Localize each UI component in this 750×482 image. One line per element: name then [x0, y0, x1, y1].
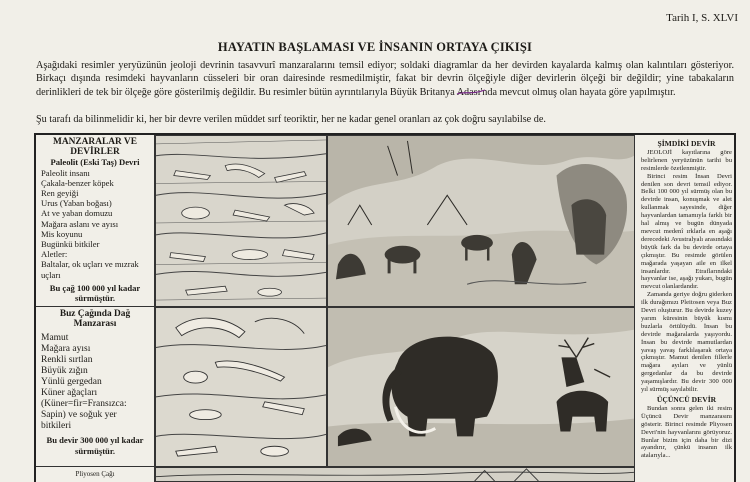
landscape-ice-age	[327, 307, 635, 467]
list-item: Mağara ayısı	[41, 344, 91, 355]
pliocene-strip-illustration	[156, 468, 634, 481]
list-item: Yünlü gergedan	[41, 377, 102, 388]
paleolithic-scene-illustration	[328, 136, 634, 306]
legend-heading: MANZARALAR VE DEVİRLER	[53, 137, 137, 158]
section-text: Bundan sonra gelen iki resim Üçüncü Devir manzarasını gösterir. Birinci resimde Pliyosen Devri'nin hayvanlarını görüyoruz. Bunlar bizim için daha bir dizi ayandırır, çünkü insanın ilk atalarıyla...	[641, 404, 732, 460]
list-item: Büyük zığın	[41, 366, 88, 377]
pen-mark-icon	[456, 88, 486, 96]
mammoth-scene-illustration	[328, 308, 634, 466]
legend-subheading: Paleolit (Eski Taş) Devri	[50, 157, 140, 168]
legend-paleolithic	[36, 135, 154, 307]
intro-paragraph: Aşağıdaki resimler yeryüzünün jeoloji devrinin tasavvurî manzaralarını temsil ediyor; soldaki diagramlar da her devirden kayalarda kalmış olan kalıntıları gösteriyor. Birkaçı dışında resimdeki hayvanların cüsseleri bir oran dairesinde resmedilmiştir, fakat bir devrin ölçeğiyle diğer devirlerin ölçeği bir değildir; yine tabakaların derinlikleri de tek bir ölçeğe göre gösterilmiş değildir. Bu resimler bütün ayrıntılarıyla Büyük Britanya Adası'nda mevcut olmuş olan hayata göre yapılmıştır.	[36, 60, 734, 98]
landscape-paleolithic	[327, 135, 635, 307]
legend-pliocene	[36, 467, 154, 482]
section-text: Zamanda geriye doğru giderken ilk durağımızı Pleitosen veya Buz Devri oluşturur. Bu devirde kuzey yarım küresinin büyük kısmı buzlarla örtülüydü. İnsan bu devirde mağaralarda yaşıyordu. İnsan bu devirde mamutlardan yavaş yavaş farklılaşarak ortaya çıkmıştır. Mamut denilen fillerle mağara ayıları ve yünlü gergedanlar da bu devirde yaşamışlardır. Bu devir 300 000 yıl sürmüş sayılabilir.	[641, 291, 732, 394]
list-item: Küner ağaçları (Küner=fir=Fransızca: Sapin) ve soğuk yer bitkileri	[41, 388, 127, 432]
right-text-column	[637, 135, 736, 482]
legend-list	[41, 333, 149, 432]
legend-list	[41, 168, 149, 280]
note-paragraph: Şu tarafı da bilinmelidir ki, her bir devre verilen müddet sırf teoriktir, her ne kadar genel oranları az çok doğru sayılabilse de.	[36, 114, 546, 125]
section-text: JEOLOJİ kayıtlarına göre belirlenen yeryüzünün tarihi bu resimlerde özetlenmiştir.	[641, 148, 732, 172]
list-item: Baltalar, ok uçları ve mızrak uçları	[41, 259, 139, 280]
list-item: Mağara aslanı ve ayısı	[41, 218, 119, 229]
list-item: Mamut	[41, 333, 69, 344]
page-reference: Tarih I, S. XLVI	[666, 12, 738, 24]
legend-ice-age	[36, 307, 154, 467]
list-item: Renkli sırtlan	[41, 355, 93, 366]
list-item: Mis koyunu	[41, 228, 83, 239]
list-item: Paleolit insanı	[41, 167, 90, 178]
section-text: Birinci resim İnsan Devri denilen son devri temsil ediyor. Belki 100 000 yıl sürmüş olan bu devirde insan, konuşmak ve alet kullanmak sayesinde, diğer hayvanlardan tamamıyla farklı bir hal almış ve bugün dünyada mevcut medenî ırklarla en aşağı derecedeki Avustralyalı arasındaki büyük fark da bu devirde ortaya çıkmıştır. Bu resimde görülen mağarada yaşayan aile en ilkel insanlardır. Etraflarındaki hayvanlar ise, aşağı yukarı, bugün mevcut olanlardandır.	[641, 172, 732, 291]
list-item: At ve yaban domuzu	[41, 208, 113, 219]
figure-grid	[34, 133, 736, 482]
legend-footer: Bu devir 300 000 yıl kadar sürmüştür.	[46, 435, 144, 456]
list-item: Bugünkü bitkiler	[41, 239, 100, 250]
fossil-strata-illustration	[156, 136, 326, 306]
section-heading: ŞİMDİKİ DEVİR	[657, 139, 716, 148]
list-item: Aletler:	[41, 249, 68, 260]
strata-diagram-paleolithic	[155, 135, 327, 307]
pliocene-strip	[155, 467, 635, 482]
ice-age-strata-illustration	[156, 308, 326, 466]
strata-diagram-ice-age	[155, 307, 327, 467]
left-legend-column	[36, 135, 155, 482]
page-title: HAYATIN BAŞLAMASI VE İNSANIN ORTAYA ÇIKIŞI	[217, 40, 533, 54]
legend-heading: Buz Çağında Dağ Manzarası	[59, 309, 131, 330]
legend-footer: Bu çağ 100 000 yıl kadar sürmüştür.	[49, 282, 141, 304]
list-item: Çakala-benzer köpek	[41, 177, 114, 188]
section-heading: ÜÇÜNCÜ DEVİR	[656, 395, 717, 404]
legend-heading: Pliyosen Çağı	[75, 470, 115, 478]
list-item: Urus (Yaban boğası)	[41, 198, 112, 209]
list-item: Ren geyiği	[41, 188, 79, 199]
